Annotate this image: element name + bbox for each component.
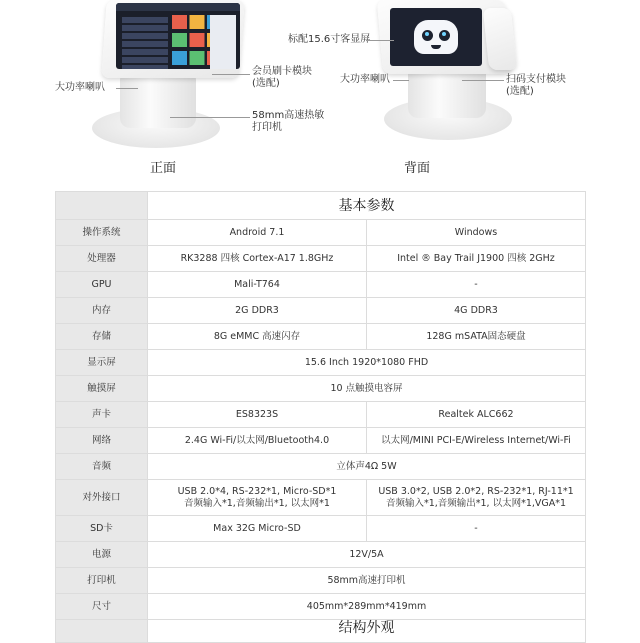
cell-option-a: 2.4G Wi-Fi/以太网/Bluetooth4.0	[148, 428, 367, 454]
row-label: 声卡	[56, 402, 148, 428]
cell-option-b: -	[367, 272, 586, 298]
cell-option-b: 128G mSATA固态硬盘	[367, 324, 586, 350]
customer-screen-label: 标配15.6寸客显屏	[288, 34, 371, 45]
scanner-label-line2: (选配)	[506, 86, 534, 97]
row-label: GPU	[56, 272, 148, 298]
cell-option-b: 4G DDR3	[367, 298, 586, 324]
cell-option-a: Mali-T764	[148, 272, 367, 298]
row-label: 打印机	[56, 568, 148, 594]
table-row	[56, 454, 586, 480]
cell-merged: 15.6 Inch 1920*1080 FHD	[148, 350, 586, 376]
product-photo-area	[0, 0, 640, 190]
table-row	[56, 220, 586, 246]
front-view-caption: 正面	[150, 161, 177, 176]
row-label: 处理器	[56, 246, 148, 272]
customer-screen-leader	[366, 40, 394, 41]
cell-line: 音频输入*1,音频输出*1, 以太网*1,VGA*1	[385, 497, 567, 509]
printer-label-line1: 58mm高速热敏	[252, 110, 325, 121]
cell-merged: 10 点触摸电容屏	[148, 376, 586, 402]
spec-table	[55, 191, 586, 643]
row-label: 尺寸	[56, 594, 148, 620]
cell-option-a	[148, 480, 367, 516]
table-row	[56, 516, 586, 542]
scanner-leader	[462, 80, 504, 81]
card-reader-label-line2: (选配)	[252, 78, 280, 89]
structure-section-title: 结构外观	[148, 620, 586, 643]
row-label: 电源	[56, 542, 148, 568]
cell-option-a: ES8323S	[148, 402, 367, 428]
back-view-caption: 背面	[404, 161, 431, 176]
table-row	[56, 350, 586, 376]
cell-merged: 12V/5A	[148, 542, 586, 568]
cell-option-b: 以太网/MINI PCI-E/Wireless Internet/Wi-Fi	[367, 428, 586, 454]
spec-footer-row	[56, 620, 586, 643]
cell-option-b	[367, 480, 586, 516]
cell-merged: 58mm高速打印机	[148, 568, 586, 594]
row-label: 存储	[56, 324, 148, 350]
spec-header-row	[56, 192, 586, 220]
card-reader-label-line1: 会员刷卡模块	[252, 66, 312, 77]
row-label: 对外接口	[56, 480, 148, 516]
table-row	[56, 542, 586, 568]
table-row	[56, 376, 586, 402]
table-row	[56, 594, 586, 620]
back-speaker-label: 大功率喇叭	[340, 74, 390, 85]
row-label: SD卡	[56, 516, 148, 542]
back-speaker-leader	[393, 80, 409, 81]
front-speaker-label: 大功率喇叭	[55, 82, 105, 93]
table-row	[56, 480, 586, 516]
cell-line: USB 2.0*4, RS-232*1, Micro-SD*1	[177, 485, 337, 497]
spec-table-title: 基本参数	[148, 192, 586, 220]
cell-line: 音频输入*1,音频输出*1, 以太网*1	[184, 497, 330, 509]
scanner-label-line1: 扫码支付模块	[506, 74, 566, 85]
cell-option-a: RK3288 四核 Cortex-A17 1.8GHz	[148, 246, 367, 272]
row-label: 音频	[56, 454, 148, 480]
cell-merged: 立体声4Ω 5W	[148, 454, 586, 480]
cell-option-a: Android 7.1	[148, 220, 367, 246]
table-row	[56, 298, 586, 324]
cell-option-b: Intel ® Bay Trail J1900 四核 2GHz	[367, 246, 586, 272]
robot-face-graphic	[414, 20, 458, 54]
back-device-side-panel	[483, 8, 518, 70]
cell-option-a: 8G eMMC 高速闪存	[148, 324, 367, 350]
customer-display-screen	[390, 8, 482, 66]
front-pos-screen	[116, 3, 240, 69]
table-row	[56, 272, 586, 298]
cell-option-b: Realtek ALC662	[367, 402, 586, 428]
table-row	[56, 402, 586, 428]
printer-leader	[170, 117, 250, 118]
table-row	[56, 568, 586, 594]
front-speaker-leader	[116, 88, 138, 89]
table-row	[56, 428, 586, 454]
cell-line: USB 3.0*2, USB 2.0*2, RS-232*1, RJ-11*1	[378, 485, 574, 497]
row-label: 显示屏	[56, 350, 148, 376]
cell-merged: 405mm*289mm*419mm	[148, 594, 586, 620]
row-label: 内存	[56, 298, 148, 324]
cell-option-a: Max 32G Micro-SD	[148, 516, 367, 542]
cell-option-b: Windows	[367, 220, 586, 246]
front-device-stand	[120, 70, 196, 128]
cell-option-a: 2G DDR3	[148, 298, 367, 324]
row-label: 网络	[56, 428, 148, 454]
table-row	[56, 246, 586, 272]
cell-option-b: -	[367, 516, 586, 542]
row-label: 触摸屏	[56, 376, 148, 402]
table-row	[56, 324, 586, 350]
printer-label-line2: 打印机	[252, 122, 282, 133]
card-reader-leader	[212, 74, 250, 75]
row-label: 操作系统	[56, 220, 148, 246]
